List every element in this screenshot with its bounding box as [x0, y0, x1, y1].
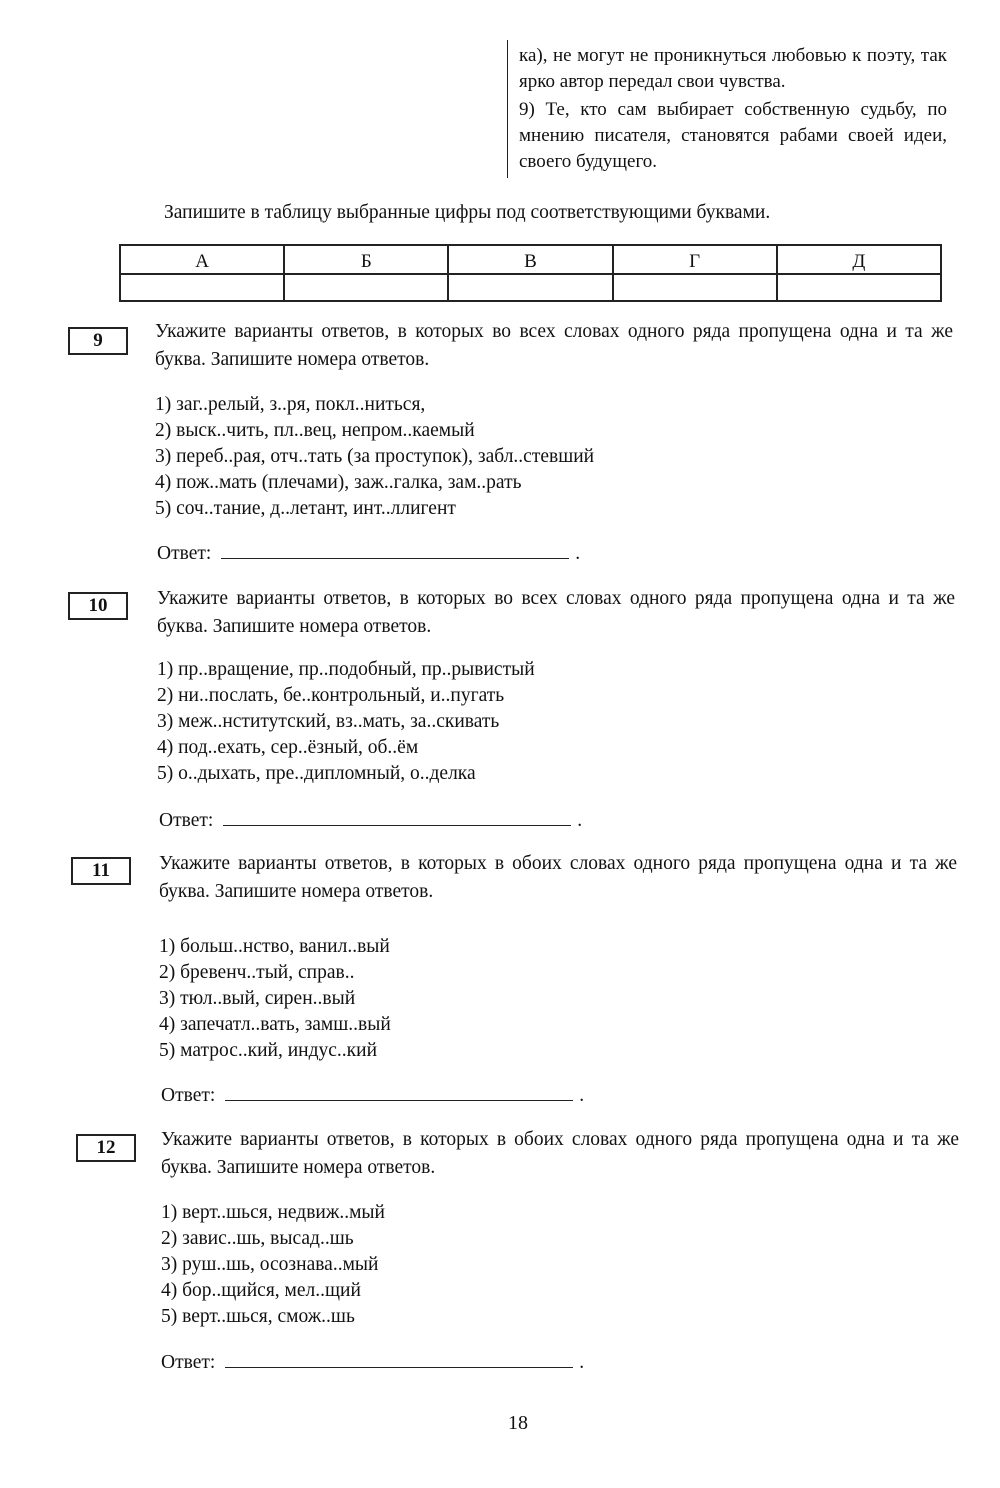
task-11-answer-line[interactable] — [225, 1082, 573, 1101]
task-12-option-4: 4) бор..щийся, мел..щий — [161, 1280, 361, 1301]
table-header-g: Г — [613, 245, 777, 274]
task-11-number: 11 — [71, 857, 131, 885]
task-12-text: Укажите варианты ответов, в которых в обоих словах одного ряда пропущена одна и та же буква. Запишите номера ответов. — [161, 1129, 959, 1178]
task-9-option-2: 2) выск..чить, пл..вец, непром..каемый — [155, 420, 475, 441]
task-9-answer-line[interactable] — [221, 540, 569, 559]
task-11-option-2: 2) бревенч..тый, справ.. — [159, 962, 355, 983]
task-11-answer: Ответ: . — [161, 1082, 584, 1107]
task-10-answer-line[interactable] — [223, 807, 571, 826]
page-number: 18 — [508, 1412, 528, 1434]
continuation-line-2: 9) Те, кто сам выбирает собственную судьбу, по мнению писателя, становятся рабами своей идеи, своего будущего. — [519, 99, 947, 172]
task-9-option-4: 4) пож..мать (плечами), заж..галка, зам..рать — [155, 472, 522, 493]
task-12-answer: Ответ: . — [161, 1349, 584, 1374]
task-10-answer-label: Ответ: — [159, 810, 214, 831]
task-9-options — [155, 392, 594, 522]
continuation-line-1: ка), не могут не проникнуться любовью к поэту, так ярко автор передал свои чувства. — [519, 45, 947, 92]
task-11-options — [159, 934, 391, 1064]
task-10-option-1: 1) пр..вращение, пр..подобный, пр..рывистый — [157, 659, 535, 680]
task-9-text: Укажите варианты ответов, в которых во всех словах одного ряда пропущена одна и та же буква. Запишите номера ответов. — [155, 321, 953, 370]
task-12-option-3: 3) руш..шь, осознава..мый — [161, 1254, 379, 1275]
continuation-block — [507, 40, 947, 178]
task-9-option-3: 3) переб..рая, отч..тать (за проступок), забл..стевший — [155, 446, 595, 467]
task-9-option-5: 5) соч..тание, д..летант, инт..ллигент — [155, 498, 456, 519]
table-cell-d[interactable] — [777, 274, 941, 301]
task-12-answer-line[interactable] — [225, 1349, 573, 1368]
table-cell-b[interactable] — [284, 274, 448, 301]
task-10-option-2: 2) ни..послать, бе..контрольный, и..пугать — [157, 685, 505, 706]
task-10-text: Укажите варианты ответов, в которых во всех словах одного ряда пропущена одна и та же буква. Запишите номера ответов. — [157, 588, 955, 637]
table-header-d: Д — [777, 245, 941, 274]
task-11-answer-label: Ответ: — [161, 1085, 216, 1106]
task-9-number: 9 — [68, 327, 128, 355]
task-12-option-5: 5) верт..шься, смож..шь — [161, 1306, 355, 1327]
task-12-option-1: 1) верт..шься, недвиж..мый — [161, 1202, 385, 1223]
task-9-answer: Ответ: . — [157, 540, 580, 565]
task-11-option-5: 5) матрос..кий, индус..кий — [159, 1040, 378, 1061]
table-header-a: А — [120, 245, 284, 274]
task-10-option-4: 4) под..ехать, сер..ёзный, об..ём — [157, 737, 419, 758]
table-instruction: Запишите в таблицу выбранные цифры под соответствующими буквами. — [164, 202, 771, 223]
table-header-v: В — [448, 245, 612, 274]
task-10-answer: Ответ: . — [159, 807, 582, 832]
table-header-b: Б — [284, 245, 448, 274]
task-11-option-1: 1) больш..нство, ванил..вый — [159, 936, 390, 957]
task-11-text: Укажите варианты ответов, в которых в обоих словах одного ряда пропущена одна и та же буква. Запишите номера ответов. — [159, 853, 957, 902]
task-12-number: 12 — [76, 1134, 136, 1162]
answer-table — [119, 244, 942, 302]
table-cell-a[interactable] — [120, 274, 284, 301]
task-12-options — [161, 1200, 385, 1330]
task-10-number: 10 — [68, 592, 128, 620]
task-10-option-5: 5) о..дыхать, пре..дипломный, о..делка — [157, 763, 476, 784]
table-cell-v[interactable] — [448, 274, 612, 301]
task-10-option-3: 3) меж..нститутский, вз..мать, за..скивать — [157, 711, 500, 732]
task-9-answer-label: Ответ: — [157, 543, 212, 564]
task-12-answer-label: Ответ: — [161, 1352, 216, 1373]
task-11-option-4: 4) запечатл..вать, замш..вый — [159, 1014, 391, 1035]
task-10-options — [157, 657, 535, 787]
task-11-option-3: 3) тюл..вый, сирен..вый — [159, 988, 356, 1009]
task-9-option-1: 1) заг..релый, з..ря, покл..ниться, — [155, 394, 426, 415]
table-cell-g[interactable] — [613, 274, 777, 301]
task-12-option-2: 2) завис..шь, высад..шь — [161, 1228, 354, 1249]
